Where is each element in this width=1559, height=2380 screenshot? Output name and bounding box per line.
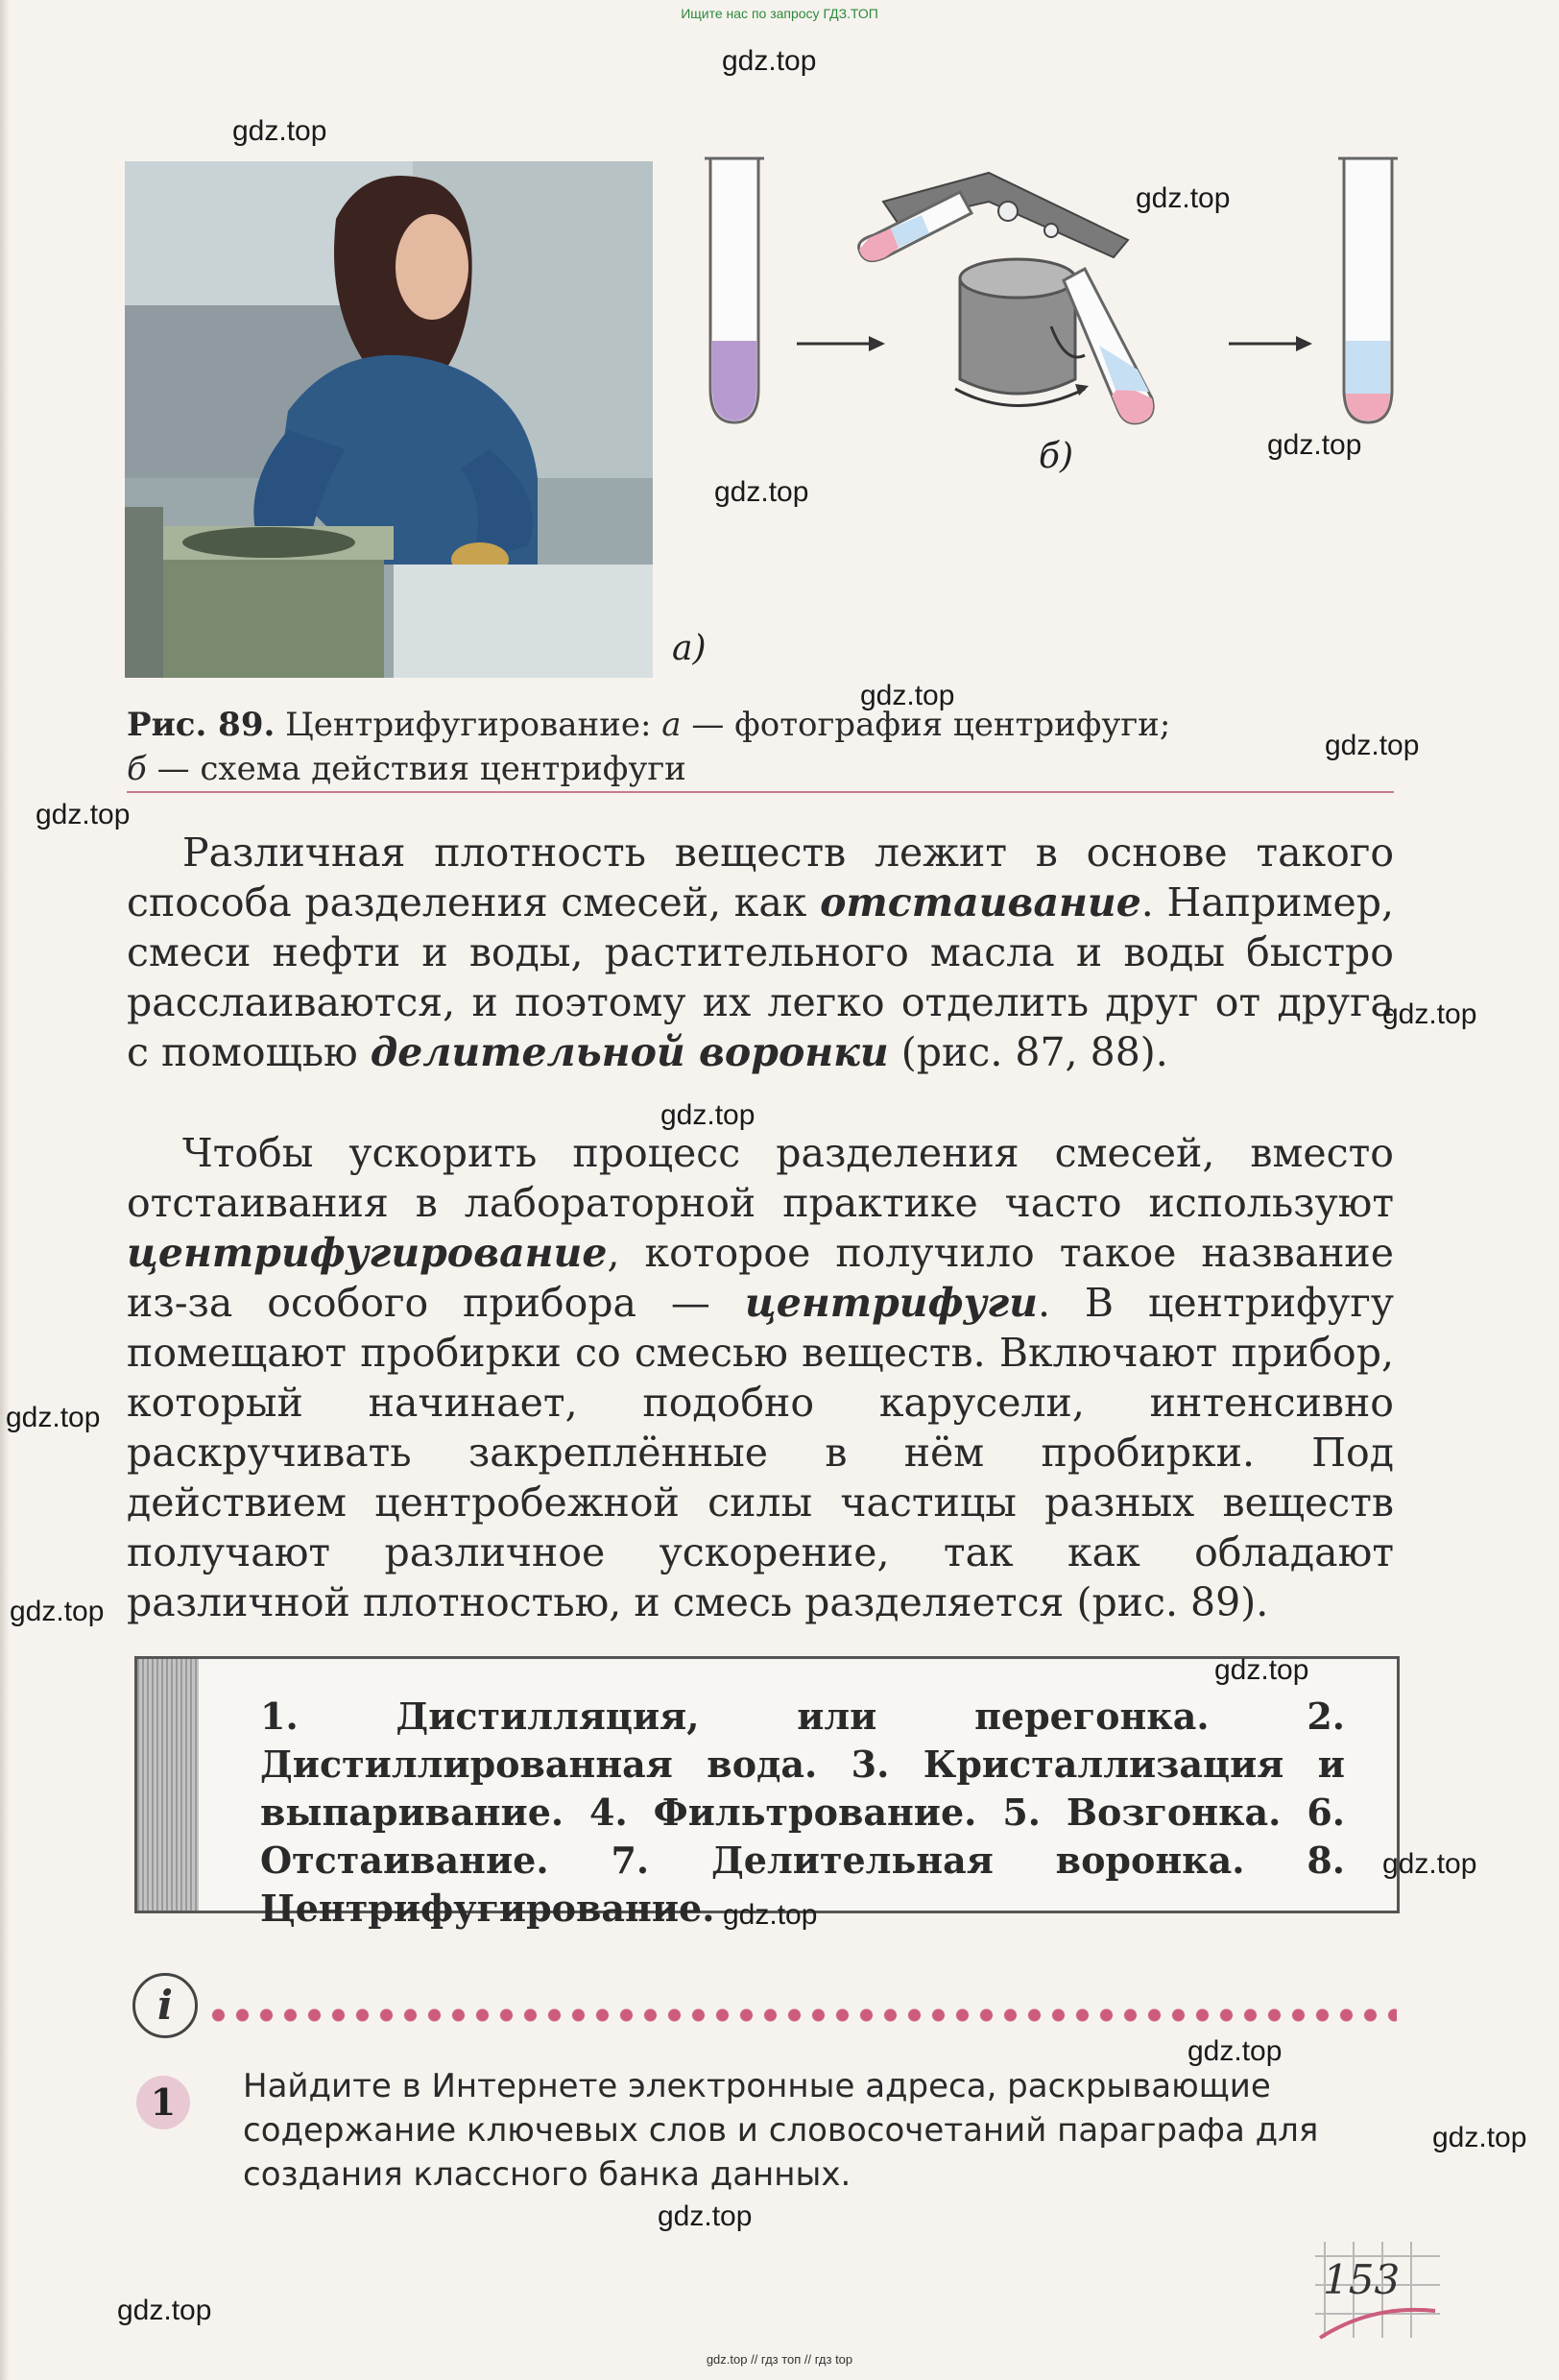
watermark: gdz.top — [1187, 2035, 1283, 2067]
watermark: gdz.top — [6, 1402, 101, 1433]
watermark: gdz.top — [1382, 1848, 1477, 1880]
info-icon: i — [132, 1973, 198, 2038]
watermark: gdz.top — [722, 45, 817, 77]
figure-label-a: а) — [672, 629, 707, 668]
watermark: gdz.top — [1214, 1654, 1309, 1686]
watermark: gdz.top — [232, 115, 327, 147]
paragraph-1-part-2: . Например, смеси нефти и воды, растительного масла и воды быстро расслаиваются, и поэтому их легко отделить друг от друга с помощью — [127, 879, 1394, 1075]
watermark: gdz.top — [1267, 429, 1362, 461]
watermark: gdz.top — [860, 680, 955, 711]
caption-letter-b: б — [127, 750, 147, 788]
test-tube-before — [705, 158, 764, 422]
caption-number: Рис. 89. — [127, 706, 276, 744]
paragraph-1-part-1: Различная плотность веществ лежит в основе такого способа разделения смесей, как — [127, 829, 1394, 926]
watermark: gdz.top — [1382, 998, 1477, 1030]
figure-label-b: б) — [1039, 437, 1074, 476]
caption-a-text: — фотография центрифуги; — [681, 706, 1171, 744]
top-search-note[interactable]: Ищите нас по запросу ГДЗ.ТОП — [681, 6, 878, 21]
watermark: gdz.top — [1136, 182, 1231, 214]
caption-letter-a: а — [661, 706, 682, 744]
paragraph-2-part-2: , которое получило такое название из-за особого прибора — — [127, 1230, 1394, 1326]
term-centrifuge: центрифуги — [744, 1280, 1038, 1326]
answers-text: 1. Дистилляция, или перегонка. 2. Дистиллированная вода. 3. Кристаллизация и выпаривание. 4. Фильтрование. 5. Возгонка. 6. Отстаивание. 7. Делительная воронка. 8. Центрифугирование. — [260, 1695, 1345, 1930]
paragraph-1 — [127, 828, 1394, 1077]
arrow-right-icon — [797, 336, 885, 351]
tilted-test-tube-right — [1064, 269, 1153, 423]
caption-separator — [127, 791, 1394, 793]
paragraph-1-part-3: (рис. 87, 88). — [888, 1029, 1168, 1075]
figure-caption — [127, 703, 1403, 791]
task-number-badge: 1 — [136, 2076, 190, 2129]
centrifuge-photo-illustration — [125, 161, 653, 678]
centrifuge-photo — [125, 161, 653, 678]
watermark: gdz.top — [658, 2200, 753, 2232]
watermark: gdz.top — [714, 476, 809, 508]
watermark: gdz.top — [660, 1099, 756, 1131]
watermark: gdz.top — [723, 1899, 818, 1931]
page-edge-shadow — [0, 0, 10, 2380]
watermark: gdz.top — [10, 1596, 105, 1627]
arrow-right-icon-2 — [1229, 336, 1312, 351]
caption-main: Центрифугирование: — [275, 706, 662, 744]
watermark: gdz.top — [36, 799, 131, 830]
bottom-note[interactable]: gdz.top // гдз топ // гдз top — [706, 2352, 853, 2367]
paragraph-2 — [127, 1128, 1394, 1627]
watermark: gdz.top — [1325, 730, 1420, 761]
paragraph-2-part-1: Чтобы ускорить процесс разделения смесей, вместо отстаивания в лабораторной практике часто используют — [127, 1130, 1394, 1226]
task-text: Найдите в Интернете электронные адреса, раскрывающие содержание ключевых слов и словосочетаний параграфа для создания классного банка данных. — [243, 2067, 1319, 2194]
term-centrifugation: центрифугирование — [127, 1230, 608, 1276]
caption-b-text: — схема действия центрифуги — [146, 750, 686, 788]
paragraph-2-part-3: . В центрифугу помещают пробирки со смесью веществ. Включают прибор, который начинает, подобно карусели, интенсивно раскручивать закреплённые в нём пробирки. Под действием центробежной силы частицы разных веществ получают различное ускорение, так как обладают различной плотностью, и смесь разделяется (рис. 89). — [127, 1280, 1394, 1625]
page-number: 153 — [1323, 2256, 1401, 2303]
term-separating-funnel: делительной воронки — [370, 1029, 889, 1075]
dotted-separator — [206, 2007, 1397, 2023]
watermark: gdz.top — [1432, 2122, 1527, 2153]
test-tube-after — [1338, 158, 1398, 422]
watermark: gdz.top — [117, 2295, 212, 2326]
answers-box-strip-edge — [193, 1659, 204, 1911]
answers-box-strip — [137, 1659, 199, 1911]
term-settling: отстаивание — [820, 879, 1141, 926]
